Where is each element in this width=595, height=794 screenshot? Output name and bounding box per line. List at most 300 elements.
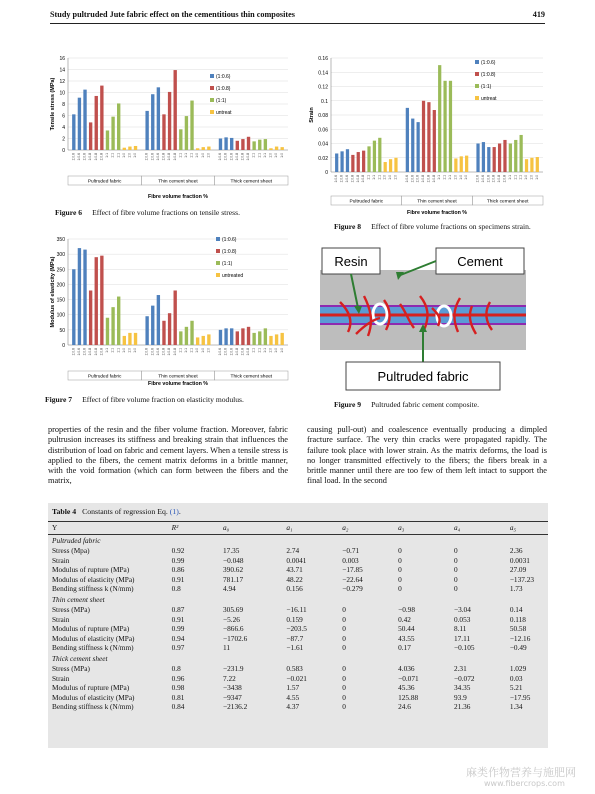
bar (196, 337, 199, 345)
bar (275, 334, 278, 345)
x-tick-label: 1:0.8 (93, 153, 98, 161)
x-tick-label: 1:0 (127, 153, 132, 158)
table-row (48, 702, 548, 712)
table-cell: Stress (Mpa) (52, 546, 90, 555)
x-tick-label: 1:0.6 (229, 153, 234, 161)
table-cell: 4.37 (286, 702, 300, 712)
watermark-url: www.fibercrops.com (484, 779, 565, 788)
x-tick-label: 1:0 (464, 175, 469, 180)
figure-6-caption (55, 208, 240, 217)
table-cell: 0.8 (171, 584, 181, 594)
figure-8-caption (334, 222, 531, 231)
bar (258, 140, 261, 150)
table-cell: −0.071 (398, 673, 419, 683)
x-tick-label: 1:0.6 (410, 175, 415, 183)
bar (190, 101, 193, 150)
section-row (48, 594, 548, 605)
table-cell: 0.0031 (509, 555, 530, 565)
bar (202, 336, 205, 345)
table-4 (48, 503, 548, 748)
x-tick-label: 1:0.8 (99, 153, 104, 161)
column-header: a₄ (453, 523, 461, 533)
x-tick-label: 1:0.8 (240, 348, 245, 356)
bar (247, 137, 250, 150)
bar (389, 159, 392, 172)
x-tick-label: 1:1 (257, 348, 262, 353)
x-tick-label: 1:1 (189, 153, 194, 158)
x-tick-label: 1:1 (366, 175, 371, 180)
y-tick-label: 8 (62, 102, 65, 108)
bar (503, 140, 506, 172)
table-cell: 21.36 (453, 702, 471, 712)
x-tick-label: 1:0.8 (246, 348, 251, 356)
x-tick-label: 1:0 (388, 175, 393, 180)
table-cell: 0 (342, 604, 346, 614)
table-4-label: Table 4 (52, 507, 77, 516)
x-tick-label: 1:1 (105, 348, 110, 353)
y-tick-label: 2 (62, 136, 65, 143)
table-cell: Bending stiffness k (N/mm) (52, 702, 134, 712)
x-tick-label: 1:0.6 (480, 175, 485, 183)
table-row (48, 584, 548, 594)
table-cell: −16.11 (286, 604, 307, 614)
x-tick-label: 1:1 (110, 153, 115, 158)
table-cell: −1.61 (286, 643, 304, 653)
bar (174, 70, 177, 150)
table-cell: 1.34 (509, 702, 523, 712)
y-tick-label: 12 (59, 79, 65, 85)
table-cell: −3438 (223, 683, 242, 693)
x-tick-label: 1:0 (133, 348, 138, 353)
header-rule (50, 23, 545, 24)
table-row (48, 605, 548, 615)
legend-swatch (216, 249, 220, 253)
bar (162, 114, 165, 150)
table-cell: 305.69 (223, 604, 244, 614)
table-cell: −87.7 (286, 633, 304, 643)
category-label: Pultruded fabric (87, 374, 122, 380)
x-tick-label: 1:0.8 (88, 153, 93, 161)
bar (465, 156, 468, 172)
bar (174, 290, 177, 345)
x-tick-label: 1:0.8 (161, 348, 166, 356)
table-cell: 0 (398, 565, 402, 575)
x-tick-label: 1:0 (453, 175, 458, 180)
table-cell: Stress (MPa) (52, 604, 90, 614)
column-header: a₃ (398, 523, 405, 533)
section-name: Thick cement sheet (52, 653, 108, 663)
legend-label: (1:1) (481, 84, 492, 90)
x-tick-label: 1:0.8 (350, 175, 355, 183)
x-tick-label: 1:0.8 (502, 175, 507, 183)
bar (89, 122, 92, 150)
table-cell: 0 (398, 546, 402, 555)
table-cell: 4.036 (398, 663, 415, 673)
x-tick-label: 1:0 (524, 175, 529, 180)
bar (449, 81, 452, 172)
figure-6-label: Figure 6 (55, 208, 83, 217)
table-row (48, 615, 548, 625)
legend-swatch (216, 237, 220, 241)
y-tick-label: 14 (59, 67, 65, 74)
category-label: Pultruded fabric (87, 179, 122, 185)
table-header-row (48, 522, 548, 535)
x-tick-label: 1:0.6 (150, 348, 155, 356)
table-cell: 0 (453, 565, 458, 575)
table-cell: −0.71 (342, 546, 360, 555)
table-cell: 11 (223, 643, 231, 653)
figure-9-caption (334, 400, 479, 409)
bar (190, 321, 193, 345)
bar (162, 321, 165, 345)
bar (252, 141, 255, 150)
x-tick-label: 1:0 (393, 175, 398, 180)
bar (362, 151, 365, 172)
table-cell: −0.98 (398, 604, 415, 614)
table-cell: Strain (52, 555, 70, 565)
figure-6-caption-text: Effect of fibre volume fractions on tensile stress. (92, 208, 240, 217)
table-row (48, 634, 548, 644)
x-tick-label: 1:0.8 (161, 153, 166, 161)
figure-7-label: Figure 7 (45, 395, 73, 404)
x-tick-label: 1:0.8 (167, 153, 172, 161)
bar (179, 129, 182, 150)
table-cell: 0.159 (286, 614, 303, 624)
body-text-right: causing pull-out) and coalescence eventually producing a dimpled fracture surface. The very thin cracks were propagated rapidly. The failure took place with lower strain. As the matrix deforms, the load is no longer transmitted effectively to the fibers; the fibers break in a brittle manner until there are too few of them left intact to support the final load. In the second (307, 425, 547, 486)
cement-label: Cement (457, 254, 503, 269)
x-tick-label: 1:0.6 (415, 175, 420, 183)
x-tick-label: 1:1 (513, 175, 518, 180)
figure-6-chart (48, 52, 298, 202)
table-cell: 27.09 (509, 565, 527, 575)
x-tick-label: 1:0.8 (361, 175, 366, 183)
bar (520, 135, 523, 172)
bar (236, 141, 239, 150)
x-tick-label: 1:1 (105, 153, 110, 158)
bar (427, 102, 430, 172)
x-tick-label: 1:0 (121, 348, 126, 353)
x-tick-label: 1:0.6 (334, 175, 339, 183)
table-cell: −231.9 (223, 663, 244, 673)
bar (128, 147, 131, 150)
bar (219, 330, 222, 345)
bar (525, 159, 528, 172)
figure-9-label: Figure 9 (334, 400, 362, 409)
table-cell: 0.84 (171, 702, 185, 712)
legend-swatch (210, 86, 214, 90)
table-cell: 0 (453, 574, 458, 584)
table-cell: 0.91 (171, 574, 185, 584)
legend-label: untreated (222, 273, 244, 279)
table-cell: 7.22 (223, 673, 236, 683)
x-tick-label: 1:0 (127, 348, 132, 353)
bar (157, 87, 160, 150)
table-row (48, 556, 548, 566)
x-tick-label: 1:0.8 (240, 153, 245, 161)
bar (269, 148, 272, 150)
table-cell: 1.029 (509, 663, 527, 673)
equation-link[interactable]: (1) (169, 507, 179, 516)
table-cell: 0 (342, 692, 346, 702)
table-cell: −17.85 (342, 565, 363, 575)
bar (530, 158, 533, 172)
legend-label: (1:0.6) (481, 60, 496, 66)
column-header: R² (171, 523, 179, 533)
table-row (48, 624, 548, 634)
x-tick-label: 1:0.6 (76, 153, 81, 161)
x-tick-label: 1:0.6 (229, 348, 234, 356)
x-tick-label: 1:1 (371, 175, 376, 180)
x-tick-label: 1:0 (279, 153, 284, 158)
table-cell: Strain (52, 614, 70, 624)
x-tick-label: 1:0.8 (234, 348, 239, 356)
resin-label: Resin (334, 254, 368, 269)
bar (219, 139, 222, 151)
y-axis-label: Modulus of elasticity (MPa) (50, 256, 56, 328)
x-tick-label: 1:0.6 (155, 153, 160, 161)
table-cell: 0.156 (286, 584, 303, 594)
y-tick-label: 0.14 (318, 70, 328, 77)
legend-swatch (210, 98, 214, 102)
x-tick-label: 1:0.8 (431, 175, 436, 183)
legend-label: untreat (481, 96, 497, 102)
bar (357, 152, 360, 172)
table-cell: 0.17 (398, 643, 411, 653)
table-cell: 0.03 (509, 673, 523, 683)
y-tick-label: 350 (56, 237, 65, 243)
legend-label: (1:0.8) (222, 249, 237, 255)
x-tick-label: 1:0.6 (223, 348, 228, 356)
bar (168, 92, 171, 150)
table-cell: −0.021 (286, 673, 307, 683)
table-cell: Modulus of elasticity (MPa) (52, 692, 135, 702)
x-tick-label: 1:0.8 (497, 175, 502, 183)
category-label: Thin cement sheet (158, 179, 198, 185)
table-cell: 0.98 (171, 683, 185, 693)
x-tick-label: 1:0.8 (88, 348, 93, 356)
x-tick-label: 1:0.6 (345, 175, 350, 183)
x-tick-label: 1:1 (442, 175, 447, 180)
bar (151, 94, 154, 150)
x-tick-label: 1:0.8 (246, 153, 251, 161)
x-tick-label: 1:0.6 (486, 175, 491, 183)
category-label: Thick cement sheet (230, 179, 273, 185)
table-cell: −0.279 (342, 584, 363, 594)
body-text-left: properties of the resin and the fiber volume fraction. Moreover, fabric pultrusion increases its stiffness and breaking strain that influences the distribution of load on fabric and cement layers. When a tensile stress is applied to the fibers, the cement matrix deforms in a brittle manner, with the void formation (which can form between the fibers and the matrix, (48, 425, 288, 486)
bar (134, 333, 137, 345)
bar (224, 137, 227, 150)
y-tick-label: 300 (56, 252, 65, 259)
legend-label: (1:0.6) (222, 237, 237, 243)
bar (476, 144, 479, 173)
table-cell: 0.003 (342, 555, 359, 565)
table-cell: −0.048 (223, 555, 244, 565)
table-row (48, 565, 548, 575)
table-cell: 0.14 (509, 604, 523, 614)
table-4-title: Table 4 Constants of regression Eq. (1). (52, 507, 181, 516)
x-tick-label: 1:0.8 (93, 348, 98, 356)
table-row (48, 664, 548, 674)
table-cell: −9347 (223, 692, 242, 702)
x-tick-label: 1:0 (121, 153, 126, 158)
table-cell: −22.64 (342, 574, 363, 584)
bar (224, 328, 227, 345)
x-tick-label: 1:1 (110, 348, 115, 353)
bar (168, 313, 171, 345)
bar (151, 306, 154, 345)
bar (106, 318, 109, 345)
x-tick-label: 1:1 (507, 175, 512, 180)
x-tick-label: 1:1 (178, 348, 183, 353)
x-tick-label: 1:0.6 (76, 348, 81, 356)
x-tick-label: 1:0.6 (155, 348, 160, 356)
bar (443, 81, 446, 172)
table-cell: Modulus of rupture (MPa) (52, 565, 130, 575)
bar (482, 142, 485, 172)
legend-swatch (475, 84, 479, 88)
y-tick-label: 16 (59, 56, 65, 62)
bar (196, 148, 199, 150)
table-cell: Modulus of elasticity (MPa) (52, 633, 135, 643)
section-row (48, 535, 548, 547)
x-tick-label: 1:0 (279, 348, 284, 353)
bar (275, 147, 278, 150)
bar (236, 331, 239, 345)
bar (514, 140, 517, 172)
bar (417, 122, 420, 172)
bar (460, 156, 463, 172)
y-tick-label: 200 (56, 282, 65, 289)
x-tick-label: 1:0.6 (71, 153, 76, 161)
bar (111, 307, 114, 345)
x-axis-label: Fibre volume fraction % (147, 381, 209, 387)
bar (78, 248, 81, 345)
x-tick-label: 1:0.6 (218, 348, 223, 356)
x-tick-label: 1:0.8 (491, 175, 496, 183)
table-cell: 0.97 (171, 643, 185, 653)
table-cell: 50.58 (509, 624, 527, 634)
table-cell: 8.11 (453, 624, 467, 634)
bar (346, 149, 349, 172)
x-tick-label: 1:0 (382, 175, 387, 180)
table-cell: 0.91 (171, 614, 185, 624)
section-name: Pultruded fabric (52, 536, 101, 545)
bar (433, 110, 436, 172)
bar (367, 146, 370, 172)
x-tick-label: 1:1 (262, 348, 267, 353)
bar (373, 141, 376, 172)
x-tick-label: 1:1 (251, 348, 256, 353)
bar (117, 103, 120, 150)
x-tick-label: 1:1 (437, 175, 442, 180)
x-tick-label: 1:0.6 (82, 348, 87, 356)
table-row (48, 674, 548, 684)
table-cell: 0.94 (171, 633, 185, 643)
bar (378, 138, 381, 172)
table-cell: 43.71 (286, 565, 303, 575)
bar (89, 290, 92, 345)
category-label: Thin cement sheet (158, 374, 198, 380)
x-tick-label: 1:0.6 (223, 153, 228, 161)
y-tick-label: 0.12 (318, 84, 328, 91)
x-tick-label: 1:0.8 (99, 348, 104, 356)
bar (252, 333, 255, 345)
y-tick-label: 0.08 (318, 113, 328, 119)
x-tick-label: 1:0.6 (150, 153, 155, 161)
legend-swatch (475, 96, 479, 100)
y-tick-label: 10 (59, 90, 65, 97)
x-tick-label: 1:1 (377, 175, 382, 180)
table-cell: 0.92 (171, 546, 185, 555)
x-tick-label: 1:0.6 (404, 175, 409, 183)
x-tick-label: 1:1 (178, 153, 183, 158)
table-cell: 0 (342, 624, 346, 634)
x-tick-label: 1:0 (274, 153, 279, 158)
regression-table (48, 521, 548, 712)
table-cell: −2136.2 (223, 702, 248, 712)
table-cell: Modulus of rupture (MPa) (52, 683, 130, 693)
table-cell: −12.16 (509, 633, 531, 643)
x-tick-label: 1:0 (195, 348, 200, 353)
legend-label: untreat (216, 110, 232, 116)
x-tick-label: 1:0 (206, 153, 211, 158)
table-cell: Modulus of elasticity (MPa) (52, 574, 135, 584)
bar (78, 98, 81, 150)
category-label: Thick cement sheet (486, 199, 529, 205)
bar (230, 328, 233, 345)
bar (83, 90, 86, 150)
table-cell: 390.62 (223, 565, 244, 575)
figure-7-caption-text: Effect of fibre volume fraction on elasticity modulus. (82, 395, 244, 404)
x-tick-label: 1:0.6 (475, 175, 480, 183)
bar (100, 86, 103, 150)
table-cell: 17.11 (453, 633, 471, 643)
bar (438, 65, 441, 172)
table-cell: 125.88 (398, 692, 419, 702)
x-tick-label: 1:0 (534, 175, 539, 180)
figure-8-chart (307, 52, 547, 217)
legend-label: (1:0.6) (216, 74, 231, 80)
section-row (48, 653, 548, 664)
bar (422, 101, 425, 172)
x-tick-label: 1:0 (268, 348, 273, 353)
figure-8-label: Figure 8 (334, 222, 362, 231)
table-cell: 4.94 (223, 584, 236, 594)
category-label: Pultruded fabric (349, 199, 384, 205)
table-cell: 0.42 (398, 614, 411, 624)
table-cell: 43.55 (398, 633, 415, 643)
bar (384, 162, 387, 172)
bar (145, 111, 148, 150)
table-cell: 0 (342, 702, 346, 712)
table-cell: Bending stiffness k (N/mm) (52, 643, 134, 653)
table-cell: −0.072 (453, 673, 475, 683)
x-tick-label: 1:1 (257, 153, 262, 158)
bar (411, 119, 414, 172)
section-name: Thin cement sheet (52, 594, 105, 604)
table-cell: −137.23 (509, 574, 534, 584)
bar (241, 139, 244, 150)
x-tick-label: 1:0.8 (234, 153, 239, 161)
x-tick-label: 1:0 (458, 175, 463, 180)
page-number: 419 (532, 10, 545, 19)
x-tick-label: 1:0 (529, 175, 534, 180)
y-tick-label: 150 (56, 297, 65, 304)
table-cell: −0.105 (453, 643, 475, 653)
x-tick-label: 1:0.6 (144, 153, 149, 161)
table-row (48, 693, 548, 703)
table-cell: Bending stiffness k (N/mm) (52, 584, 134, 594)
